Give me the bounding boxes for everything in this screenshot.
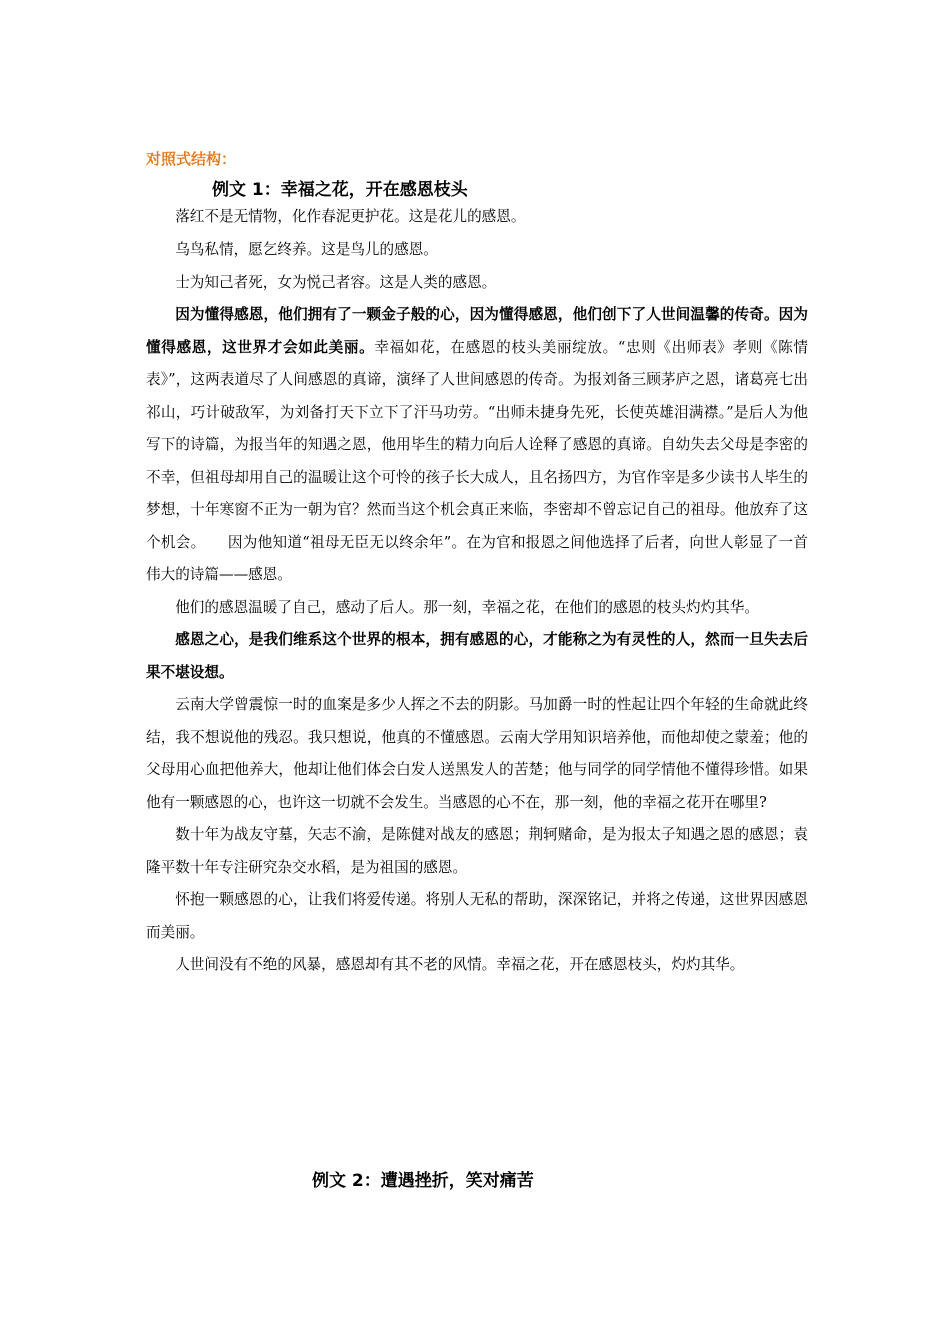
essay2-title: 例文 2：遭遇挫折，笑对痛苦: [312, 1171, 534, 1191]
paragraph-1: 落红不是无情物，化作春泥更护花。这是花儿的感恩。: [175, 208, 526, 225]
paragraph-10: 人世间没有不绝的风暴，感恩却有其不老的风情。幸福之花，开在感恩枝头，灼灼其华。: [175, 956, 745, 973]
paragraph-4-bold: 因为懂得感恩，他们拥有了一颗金子般的心，因为懂得感恩，他们创下了人世间温馨的传奇。因为懂得感恩，这世界才会如此美丽。: [146, 306, 808, 356]
paragraph-6: 感恩之心，是我们维系这个世界的根本，拥有感恩的心，才能称之为有灵性的人，然而一旦失去后果不堪设想。: [146, 631, 808, 681]
paragraph-5: 他们的感恩温暖了自己，感动了后人。那一刻，幸福之花，在他们的感恩的枝头灼灼其华。: [175, 598, 759, 616]
paragraph-4-rest: 幸福如花，在感恩的枝头美丽绽放。“忠则《出师表》孝则《陈情表》”，这两表道尽了人间感恩的真谛，演绎了人世间感恩的传奇。为报刘备三顾茅庐之恩，诸葛亮七出祁山，巧计破敌军，为刘备打天下立下了汗马功劳。“出师未捷身先死，长使英雄泪满襟。”是后人为他写下的诗篇，为报当年的知遇之恩，他用毕生的精力向后人诠释了感恩的真谛。自幼失去父母是李密的不幸，但祖母却用自己的温暖让这个可怜的孩子长大成人，且名扬四方，为官作宰是多少读书人毕生的梦想，十年寒窗不正为一朝为官？然而当这个机会真正来临，李密却不曾忘记自己的祖母。他放弃了这个机会。 因为他知道“祖母无臣无以终余年”。在为官和报恩之间他选择了后者，向世人彰显了一首伟大的诗篇——感恩。: [146, 338, 808, 583]
essay1-title: 例文 1：幸福之花，开在感恩枝头: [212, 180, 468, 200]
essay1-body: [146, 200, 808, 982]
paragraph-4: [146, 299, 808, 592]
paragraph-8: 数十年为战友守墓，矢志不渝，是陈健对战友的感恩；荆轲赌命，是为报太子知遇之恩的感恩；袁隆平数十年专注研究杂交水稻，是为祖国的感恩。: [146, 826, 808, 876]
section-label: 对照式结构：: [146, 150, 237, 168]
paragraph-7: 云南大学曾震惊一时的血案是多少人挥之不去的阴影。马加爵一时的性起让四个年轻的生命就此终结，我不想说他的残忍。我只想说，他真的不懂感恩。云南大学用知识培养他，而他却使之蒙羞；他的父母用心血把他养大，他却让他们体会白发人送黑发人的苦楚；他与同学的同学情他不懂得珍惜。如果他有一颗感恩的心，也许这一切就不会发生。当感恩的心不在，那一刻，他的幸福之花开在哪里?: [146, 696, 808, 811]
paragraph-3: 士为知己者死，女为悦己者容。这是人类的感恩。: [175, 274, 497, 291]
paragraph-9: 怀抱一颗感恩的心，让我们将爱传递。将别人无私的帮助，深深铭记，并将之传递，这世界因感恩而美丽。: [146, 891, 808, 941]
paragraph-2: 乌鸟私情，愿乞终养。这是鸟儿的感恩。: [175, 241, 438, 258]
